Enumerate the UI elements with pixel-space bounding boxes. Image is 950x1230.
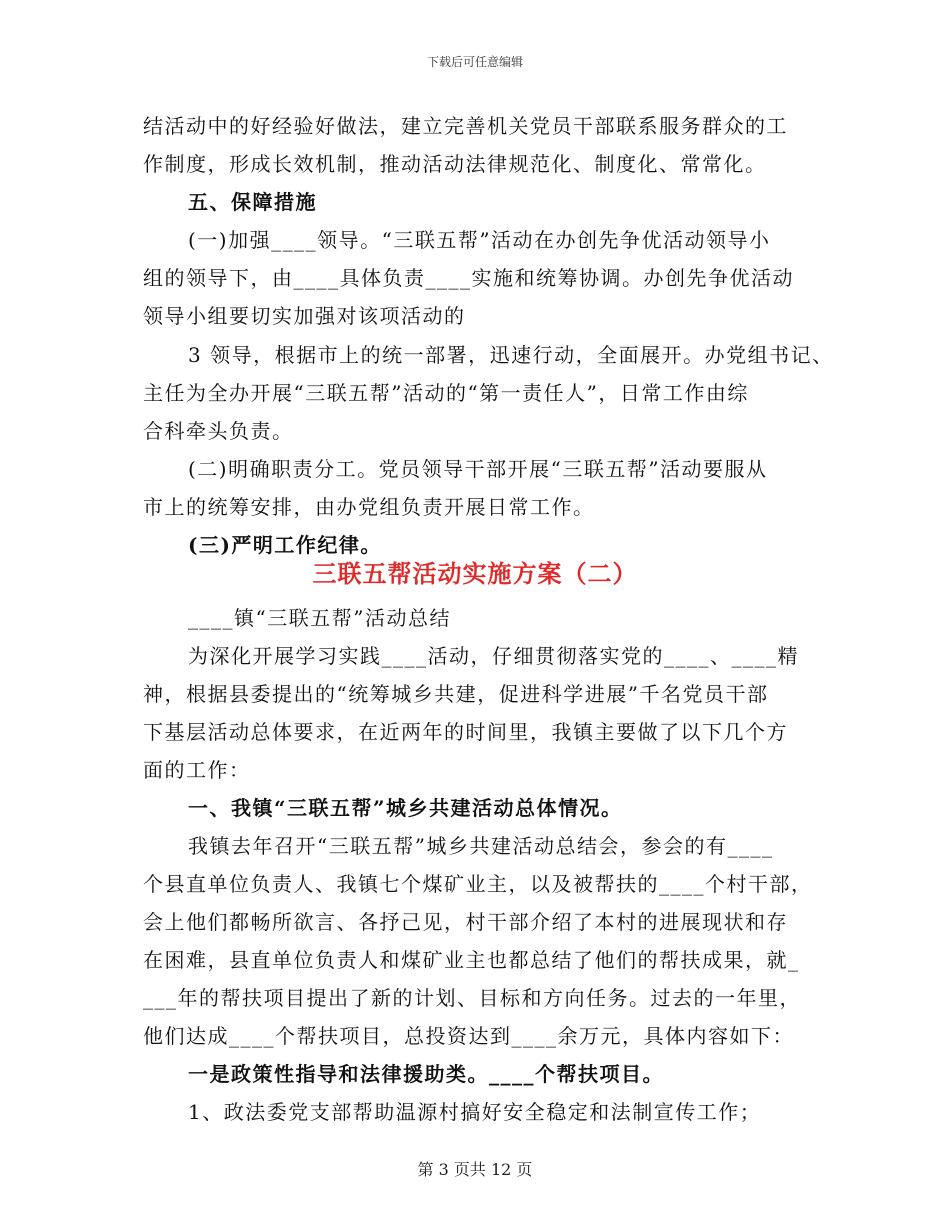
body-line: (二)明确职责分工。党员领导干部开展“三联五帮”活动要服从 xyxy=(188,457,768,481)
page-footer: 第 3 页共 12 页 xyxy=(417,1160,533,1179)
body-line: 组的领导下，由____具体负责____实施和统筹协调。办创先争优活动 xyxy=(143,266,794,290)
body-line: 市上的统筹安排，由办党组负责开展日常工作。 xyxy=(143,495,595,519)
section-heading: (三)严明工作纪律。 xyxy=(188,533,382,557)
page-header: 下载后可任意编辑 xyxy=(426,55,523,69)
body-line: 下基层活动总体要求，在近两年的时间里，我镇主要做了以下几个方 xyxy=(143,720,788,744)
body-line: 合科牵头负责。 xyxy=(143,419,294,443)
body-line: 我镇去年召开“三联五帮”城乡共建活动总结会，参会的有____ xyxy=(188,834,774,858)
body-line: 作制度，形成长效机制，推动活动法律规范化、制度化、常常化。 xyxy=(143,152,767,176)
section-heading: 一是政策性指导和法律援助类。____个帮扶项目。 xyxy=(188,1062,664,1086)
body-line: 主任为全办开展“三联五帮”活动的“第一责任人”，日常工作由综 xyxy=(143,381,749,405)
body-line: 他们达成____个帮扶项目，总投资达到____余万元，具体内容如下： xyxy=(143,1024,794,1048)
body-line: 领导小组要切实加强对该项活动的 xyxy=(143,304,466,328)
body-line: 3 领导，根据市上的统一部署，迅速行动，全面展开。办党组书记、 xyxy=(188,343,834,367)
document-title: 三联五帮活动实施方案（二） xyxy=(312,560,638,588)
body-line: 在困难，县直单位负责人和煤矿业主也都总结了他们的帮扶成果，就_ xyxy=(143,948,800,972)
body-line: 个县直单位负责人、我镇七个煤矿业主，以及被帮扶的____个村干部， xyxy=(143,872,813,896)
body-line: ___年的帮扶项目提出了新的计划、目标和方向任务。过去的一年里， xyxy=(143,986,801,1010)
section-heading: 一、我镇“三联五帮”城乡共建活动总体情况。 xyxy=(188,796,623,820)
body-line: 1、政法委党支部帮助温源村搞好安全稳定和法制宣传工作； xyxy=(188,1100,762,1124)
body-line: 面的工作： xyxy=(143,758,251,782)
body-line: 结活动中的好经验好做法，建立完善机关党员干部联系服务群众的工 xyxy=(143,114,788,138)
body-line: 为深化开展学习实践____活动，仔细贯彻落实党的____、____精 xyxy=(188,644,799,668)
body-line: 神，根据县委提出的“统筹城乡共建，促进科学进展”千名党员干部 xyxy=(143,682,769,706)
body-line: 会上他们都畅所欲言、各抒己见，村干部介绍了本村的进展现状和存 xyxy=(143,910,788,934)
section-heading: 五、保障措施 xyxy=(188,190,317,214)
body-line: (一)加强____领导。“三联五帮”活动在办创先争优活动领导小 xyxy=(188,228,771,252)
body-line: ____镇“三联五帮”活动总结 xyxy=(188,606,451,630)
